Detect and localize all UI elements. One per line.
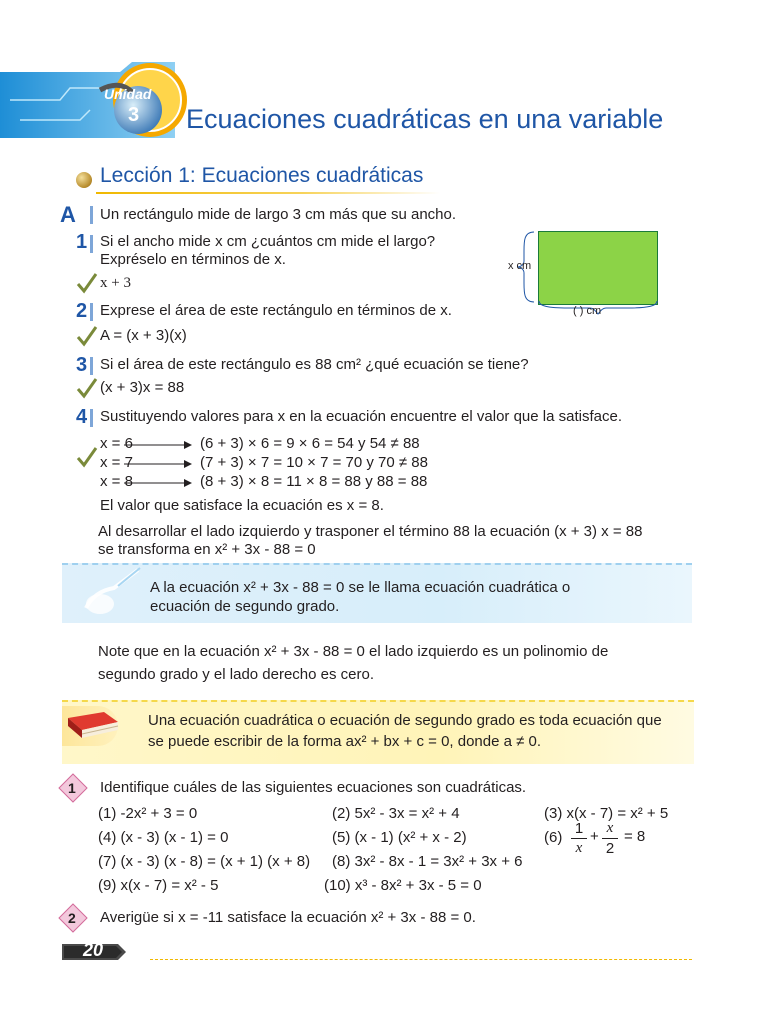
fraction-numerator: 1: [574, 820, 584, 837]
box-text: se puede escribir de la forma ax² + bx + c = 0, donde a ≠ 0.: [148, 733, 542, 750]
equation-item: (6): [544, 829, 563, 846]
exercise-number: 2: [68, 910, 76, 926]
footer-line: [150, 959, 692, 960]
lesson-title: Lección 1: Ecuaciones cuadráticas: [100, 164, 424, 187]
trial-calc: (6 + 3) × 6 = 9 × 6 = 54 y 54 ≠ 88: [200, 435, 420, 452]
question-number: 1: [76, 231, 88, 253]
equation-item: (1) -2x² + 3 = 0: [98, 805, 198, 822]
box-text: Una ecuación cuadrática o ecuación de segundo grado es toda ecuación que: [148, 712, 662, 729]
checkmark-icon: [76, 446, 98, 468]
question-text: Sustituyendo valores para x en la ecuación encuentre el valor que la satisface.: [100, 408, 622, 425]
equation-item: (5) (x - 1) (x² + x - 2): [332, 829, 467, 846]
page-number: 20: [82, 940, 104, 960]
divider: [90, 235, 93, 253]
plus-sign: +: [590, 828, 599, 845]
equation-item: (2) 5x² - 3x = x² + 4: [332, 805, 460, 822]
paragraph-line: segundo grado y el lado derecho es cero.: [98, 666, 375, 683]
checkmark-icon: [76, 272, 98, 294]
trial-x: x = 7: [100, 454, 133, 471]
divider: [90, 303, 93, 321]
equation-item: (3) x(x - 7) = x² + 5: [544, 805, 669, 822]
question-number: 3: [76, 354, 88, 376]
paragraph-line: Note que en la ecuación x² + 3x - 88 = 0 el lado izquierdo es un polinomio de: [98, 643, 609, 660]
rectangle-figure: [538, 231, 658, 305]
trial-calc: (7 + 3) × 7 = 10 × 7 = 70 y 70 ≠ 88: [200, 454, 428, 471]
exercise-text: Identifique cuáles de las siguientes ecuaciones son cuadráticas.: [100, 779, 527, 796]
section-statement: Un rectángulo mide de largo 3 cm más que su ancho.: [100, 206, 457, 223]
hand-pointing-icon: [78, 566, 144, 622]
fraction-bar: [571, 838, 587, 839]
lesson-underline: [96, 192, 440, 194]
unit-label: Unidad: [104, 86, 152, 102]
length-label: ( ) cm: [573, 305, 602, 317]
arrow-icon: [124, 459, 194, 469]
box-text: A la ecuación x² + 3x - 88 = 0 se le llama ecuación cuadrática o: [150, 579, 571, 596]
checkmark-icon: [76, 325, 98, 347]
question-text: Exprese el área de este rectángulo en términos de x.: [100, 302, 452, 319]
book-icon: [64, 708, 122, 742]
equation-item: (8) 3x² - 8x - 1 = 3x² + 3x + 6: [332, 853, 523, 870]
answer-text: A = (x + 3)(x): [100, 327, 187, 344]
arrow-icon: [124, 440, 194, 450]
question-number: 2: [76, 300, 88, 322]
exercise-text: Averigüe si x = -11 satisface la ecuación x² + 3x - 88 = 0.: [100, 909, 476, 926]
equation-item: (9) x(x - 7) = x² - 5: [98, 877, 219, 894]
exercise-number: 1: [68, 780, 76, 796]
arrow-icon: [124, 478, 194, 488]
trial-calc: (8 + 3) × 8 = 11 × 8 = 88 y 88 = 88: [200, 473, 428, 490]
trial-x: x = 8: [100, 473, 133, 490]
fraction-denominator: 2: [605, 840, 615, 857]
paragraph-line: Al desarrollar el lado izquierdo y trasponer el término 88 la ecuación (x + 3) x = 88: [98, 523, 643, 540]
fraction-denominator: x: [575, 840, 583, 856]
question-text: Si el ancho mide x cm ¿cuántos cm mide el largo?: [100, 233, 436, 250]
divider: [90, 206, 93, 224]
trial-x: x = 6: [100, 435, 133, 452]
equation-rhs: = 8: [624, 828, 646, 845]
checkmark-icon: [76, 377, 98, 399]
question-number: 4: [76, 406, 88, 428]
unit-number: 3: [128, 104, 140, 126]
section-letter: A: [60, 202, 76, 227]
equation-item: (10) x³ - 8x² + 3x - 5 = 0: [324, 877, 482, 894]
answer-text: (x + 3)x = 88: [100, 379, 185, 396]
equation-item: (4) (x - 3) (x - 1) = 0: [98, 829, 229, 846]
fraction-bar: [602, 838, 618, 839]
bullet-icon: [76, 172, 92, 188]
divider: [90, 357, 93, 375]
box-text: ecuación de segundo grado.: [150, 598, 340, 615]
unit-banner: [0, 60, 200, 140]
fraction-numerator: x: [606, 820, 614, 836]
answer-text: x + 3: [100, 275, 131, 291]
conclusion: El valor que satisface la ecuación es x = 8.: [100, 497, 384, 514]
divider: [90, 409, 93, 427]
question-text: Expréselo en términos de x.: [100, 251, 286, 268]
page-title: Ecuaciones cuadráticas en una variable: [186, 104, 664, 134]
question-text: Si el área de este rectángulo es 88 cm² ¿qué ecuación se tiene?: [100, 356, 529, 373]
equation-item: (7) (x - 3) (x - 8) = (x + 1) (x + 8): [98, 853, 311, 870]
paragraph-line: se transforma en x² + 3x - 88 = 0: [98, 541, 316, 558]
width-label: x cm: [508, 260, 532, 272]
